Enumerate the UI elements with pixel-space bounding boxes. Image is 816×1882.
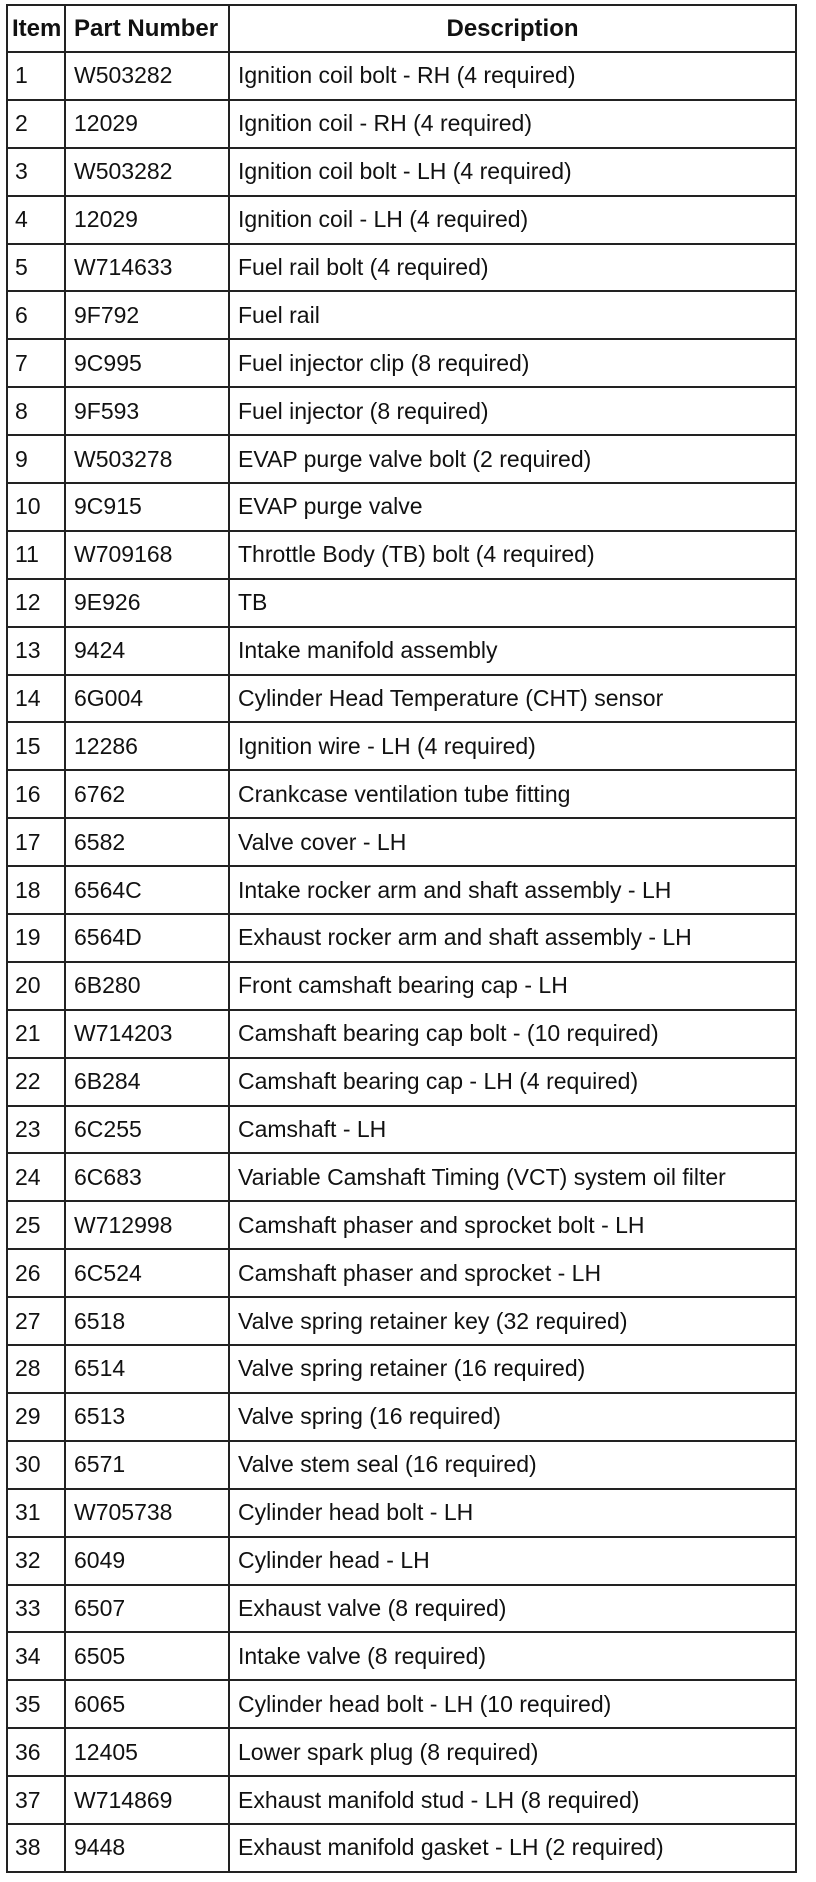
- cell-item: 32: [7, 1537, 65, 1585]
- table-row: [7, 1680, 796, 1728]
- cell-description: Exhaust rocker arm and shaft assembly - LH: [229, 914, 796, 962]
- cell-part-number: 6582: [65, 818, 229, 866]
- cell-part-number: 6507: [65, 1585, 229, 1633]
- cell-description: Lower spark plug (8 required): [229, 1728, 796, 1776]
- cell-item: 22: [7, 1058, 65, 1106]
- cell-description: Intake manifold assembly: [229, 627, 796, 675]
- header-description: Description: [229, 5, 796, 52]
- cell-part-number: 12029: [65, 100, 229, 148]
- table-row: [7, 675, 796, 723]
- table-row: [7, 387, 796, 435]
- table-row: [7, 1585, 796, 1633]
- parts-table: [6, 4, 797, 1873]
- cell-description: Ignition coil - RH (4 required): [229, 100, 796, 148]
- cell-description: Cylinder head bolt - LH: [229, 1489, 796, 1537]
- cell-part-number: 9448: [65, 1824, 229, 1872]
- cell-item: 26: [7, 1249, 65, 1297]
- cell-description: Valve spring (16 required): [229, 1393, 796, 1441]
- table-row: [7, 483, 796, 531]
- cell-description: Fuel injector clip (8 required): [229, 339, 796, 387]
- cell-description: Cylinder Head Temperature (CHT) sensor: [229, 675, 796, 723]
- cell-part-number: 6065: [65, 1680, 229, 1728]
- cell-item: 11: [7, 531, 65, 579]
- cell-part-number: 6762: [65, 770, 229, 818]
- table-row: [7, 722, 796, 770]
- cell-item: 21: [7, 1010, 65, 1058]
- cell-part-number: 6G004: [65, 675, 229, 723]
- cell-item: 10: [7, 483, 65, 531]
- cell-item: 37: [7, 1776, 65, 1824]
- cell-item: 38: [7, 1824, 65, 1872]
- cell-description: Fuel rail bolt (4 required): [229, 244, 796, 292]
- cell-part-number: 6C683: [65, 1153, 229, 1201]
- cell-item: 20: [7, 962, 65, 1010]
- table-row: [7, 52, 796, 100]
- cell-item: 12: [7, 579, 65, 627]
- cell-item: 15: [7, 722, 65, 770]
- cell-part-number: 9F792: [65, 291, 229, 339]
- cell-item: 19: [7, 914, 65, 962]
- table-row: [7, 1776, 796, 1824]
- cell-description: Exhaust manifold stud - LH (8 required): [229, 1776, 796, 1824]
- table-row: [7, 1632, 796, 1680]
- cell-part-number: 9F593: [65, 387, 229, 435]
- cell-part-number: 6564D: [65, 914, 229, 962]
- table-row: [7, 1824, 796, 1872]
- cell-item: 24: [7, 1153, 65, 1201]
- cell-description: Ignition coil - LH (4 required): [229, 196, 796, 244]
- table-row: [7, 1153, 796, 1201]
- cell-description: Cylinder head - LH: [229, 1537, 796, 1585]
- cell-description: Valve spring retainer key (32 required): [229, 1297, 796, 1345]
- cell-description: Ignition coil bolt - RH (4 required): [229, 52, 796, 100]
- table-row: [7, 818, 796, 866]
- cell-part-number: W714869: [65, 1776, 229, 1824]
- cell-part-number: 6514: [65, 1345, 229, 1393]
- cell-part-number: W503282: [65, 52, 229, 100]
- cell-item: 34: [7, 1632, 65, 1680]
- cell-description: Camshaft bearing cap - LH (4 required): [229, 1058, 796, 1106]
- cell-part-number: W503278: [65, 435, 229, 483]
- cell-item: 2: [7, 100, 65, 148]
- table-row: [7, 1249, 796, 1297]
- table-row: [7, 770, 796, 818]
- cell-item: 13: [7, 627, 65, 675]
- cell-part-number: W712998: [65, 1201, 229, 1249]
- cell-part-number: 6B284: [65, 1058, 229, 1106]
- table-row: [7, 1393, 796, 1441]
- cell-part-number: 12029: [65, 196, 229, 244]
- cell-part-number: 6571: [65, 1441, 229, 1489]
- cell-part-number: W714203: [65, 1010, 229, 1058]
- cell-description: Exhaust manifold gasket - LH (2 required): [229, 1824, 796, 1872]
- header-item: Item: [7, 5, 65, 52]
- table-header-row: [7, 5, 796, 52]
- cell-description: Camshaft phaser and sprocket bolt - LH: [229, 1201, 796, 1249]
- cell-item: 28: [7, 1345, 65, 1393]
- cell-description: Cylinder head bolt - LH (10 required): [229, 1680, 796, 1728]
- table-row: [7, 1537, 796, 1585]
- cell-item: 7: [7, 339, 65, 387]
- cell-part-number: 6C255: [65, 1106, 229, 1154]
- table-body: [7, 52, 796, 1872]
- cell-item: 36: [7, 1728, 65, 1776]
- table-row: [7, 1489, 796, 1537]
- cell-item: 35: [7, 1680, 65, 1728]
- cell-description: Camshaft phaser and sprocket - LH: [229, 1249, 796, 1297]
- table-row: [7, 339, 796, 387]
- cell-part-number: W714633: [65, 244, 229, 292]
- cell-item: 30: [7, 1441, 65, 1489]
- cell-item: 18: [7, 866, 65, 914]
- table-row: [7, 435, 796, 483]
- table-row: [7, 866, 796, 914]
- table-row: [7, 100, 796, 148]
- cell-item: 31: [7, 1489, 65, 1537]
- cell-description: Variable Camshaft Timing (VCT) system oil filter: [229, 1153, 796, 1201]
- table-row: [7, 531, 796, 579]
- cell-part-number: W705738: [65, 1489, 229, 1537]
- cell-description: Valve spring retainer (16 required): [229, 1345, 796, 1393]
- cell-part-number: 6564C: [65, 866, 229, 914]
- cell-description: Valve stem seal (16 required): [229, 1441, 796, 1489]
- cell-description: Intake rocker arm and shaft assembly - LH: [229, 866, 796, 914]
- cell-description: Ignition coil bolt - LH (4 required): [229, 148, 796, 196]
- table-row: [7, 1441, 796, 1489]
- table-row: [7, 291, 796, 339]
- table-row: [7, 244, 796, 292]
- cell-part-number: 6505: [65, 1632, 229, 1680]
- cell-part-number: 12286: [65, 722, 229, 770]
- header-part-number: Part Number: [65, 5, 229, 52]
- cell-description: Front camshaft bearing cap - LH: [229, 962, 796, 1010]
- cell-part-number: 6518: [65, 1297, 229, 1345]
- cell-part-number: 9C995: [65, 339, 229, 387]
- table-row: [7, 196, 796, 244]
- table-row: [7, 148, 796, 196]
- cell-item: 27: [7, 1297, 65, 1345]
- cell-description: Camshaft - LH: [229, 1106, 796, 1154]
- cell-description: Ignition wire - LH (4 required): [229, 722, 796, 770]
- table-row: [7, 1728, 796, 1776]
- table-row: [7, 579, 796, 627]
- cell-item: 3: [7, 148, 65, 196]
- cell-item: 14: [7, 675, 65, 723]
- cell-description: Exhaust valve (8 required): [229, 1585, 796, 1633]
- cell-part-number: 9E926: [65, 579, 229, 627]
- cell-description: Fuel injector (8 required): [229, 387, 796, 435]
- cell-item: 4: [7, 196, 65, 244]
- cell-part-number: 9C915: [65, 483, 229, 531]
- table-row: [7, 1201, 796, 1249]
- cell-item: 25: [7, 1201, 65, 1249]
- cell-item: 5: [7, 244, 65, 292]
- cell-item: 6: [7, 291, 65, 339]
- cell-description: Fuel rail: [229, 291, 796, 339]
- table-row: [7, 1345, 796, 1393]
- cell-item: 29: [7, 1393, 65, 1441]
- cell-item: 9: [7, 435, 65, 483]
- cell-part-number: W709168: [65, 531, 229, 579]
- table-row: [7, 1297, 796, 1345]
- table-row: [7, 1106, 796, 1154]
- cell-description: Crankcase ventilation tube fitting: [229, 770, 796, 818]
- cell-item: 23: [7, 1106, 65, 1154]
- cell-item: 1: [7, 52, 65, 100]
- cell-part-number: 6C524: [65, 1249, 229, 1297]
- cell-description: Valve cover - LH: [229, 818, 796, 866]
- cell-item: 17: [7, 818, 65, 866]
- cell-description: Throttle Body (TB) bolt (4 required): [229, 531, 796, 579]
- cell-description: Camshaft bearing cap bolt - (10 required): [229, 1010, 796, 1058]
- cell-description: EVAP purge valve: [229, 483, 796, 531]
- table-row: [7, 627, 796, 675]
- cell-part-number: 12405: [65, 1728, 229, 1776]
- cell-part-number: W503282: [65, 148, 229, 196]
- cell-part-number: 9424: [65, 627, 229, 675]
- table-row: [7, 1058, 796, 1106]
- cell-item: 16: [7, 770, 65, 818]
- cell-part-number: 6B280: [65, 962, 229, 1010]
- cell-description: EVAP purge valve bolt (2 required): [229, 435, 796, 483]
- table-row: [7, 1010, 796, 1058]
- cell-item: 33: [7, 1585, 65, 1633]
- cell-description: Intake valve (8 required): [229, 1632, 796, 1680]
- cell-part-number: 6513: [65, 1393, 229, 1441]
- table-row: [7, 962, 796, 1010]
- table-row: [7, 914, 796, 962]
- cell-part-number: 6049: [65, 1537, 229, 1585]
- cell-description: TB: [229, 579, 796, 627]
- cell-item: 8: [7, 387, 65, 435]
